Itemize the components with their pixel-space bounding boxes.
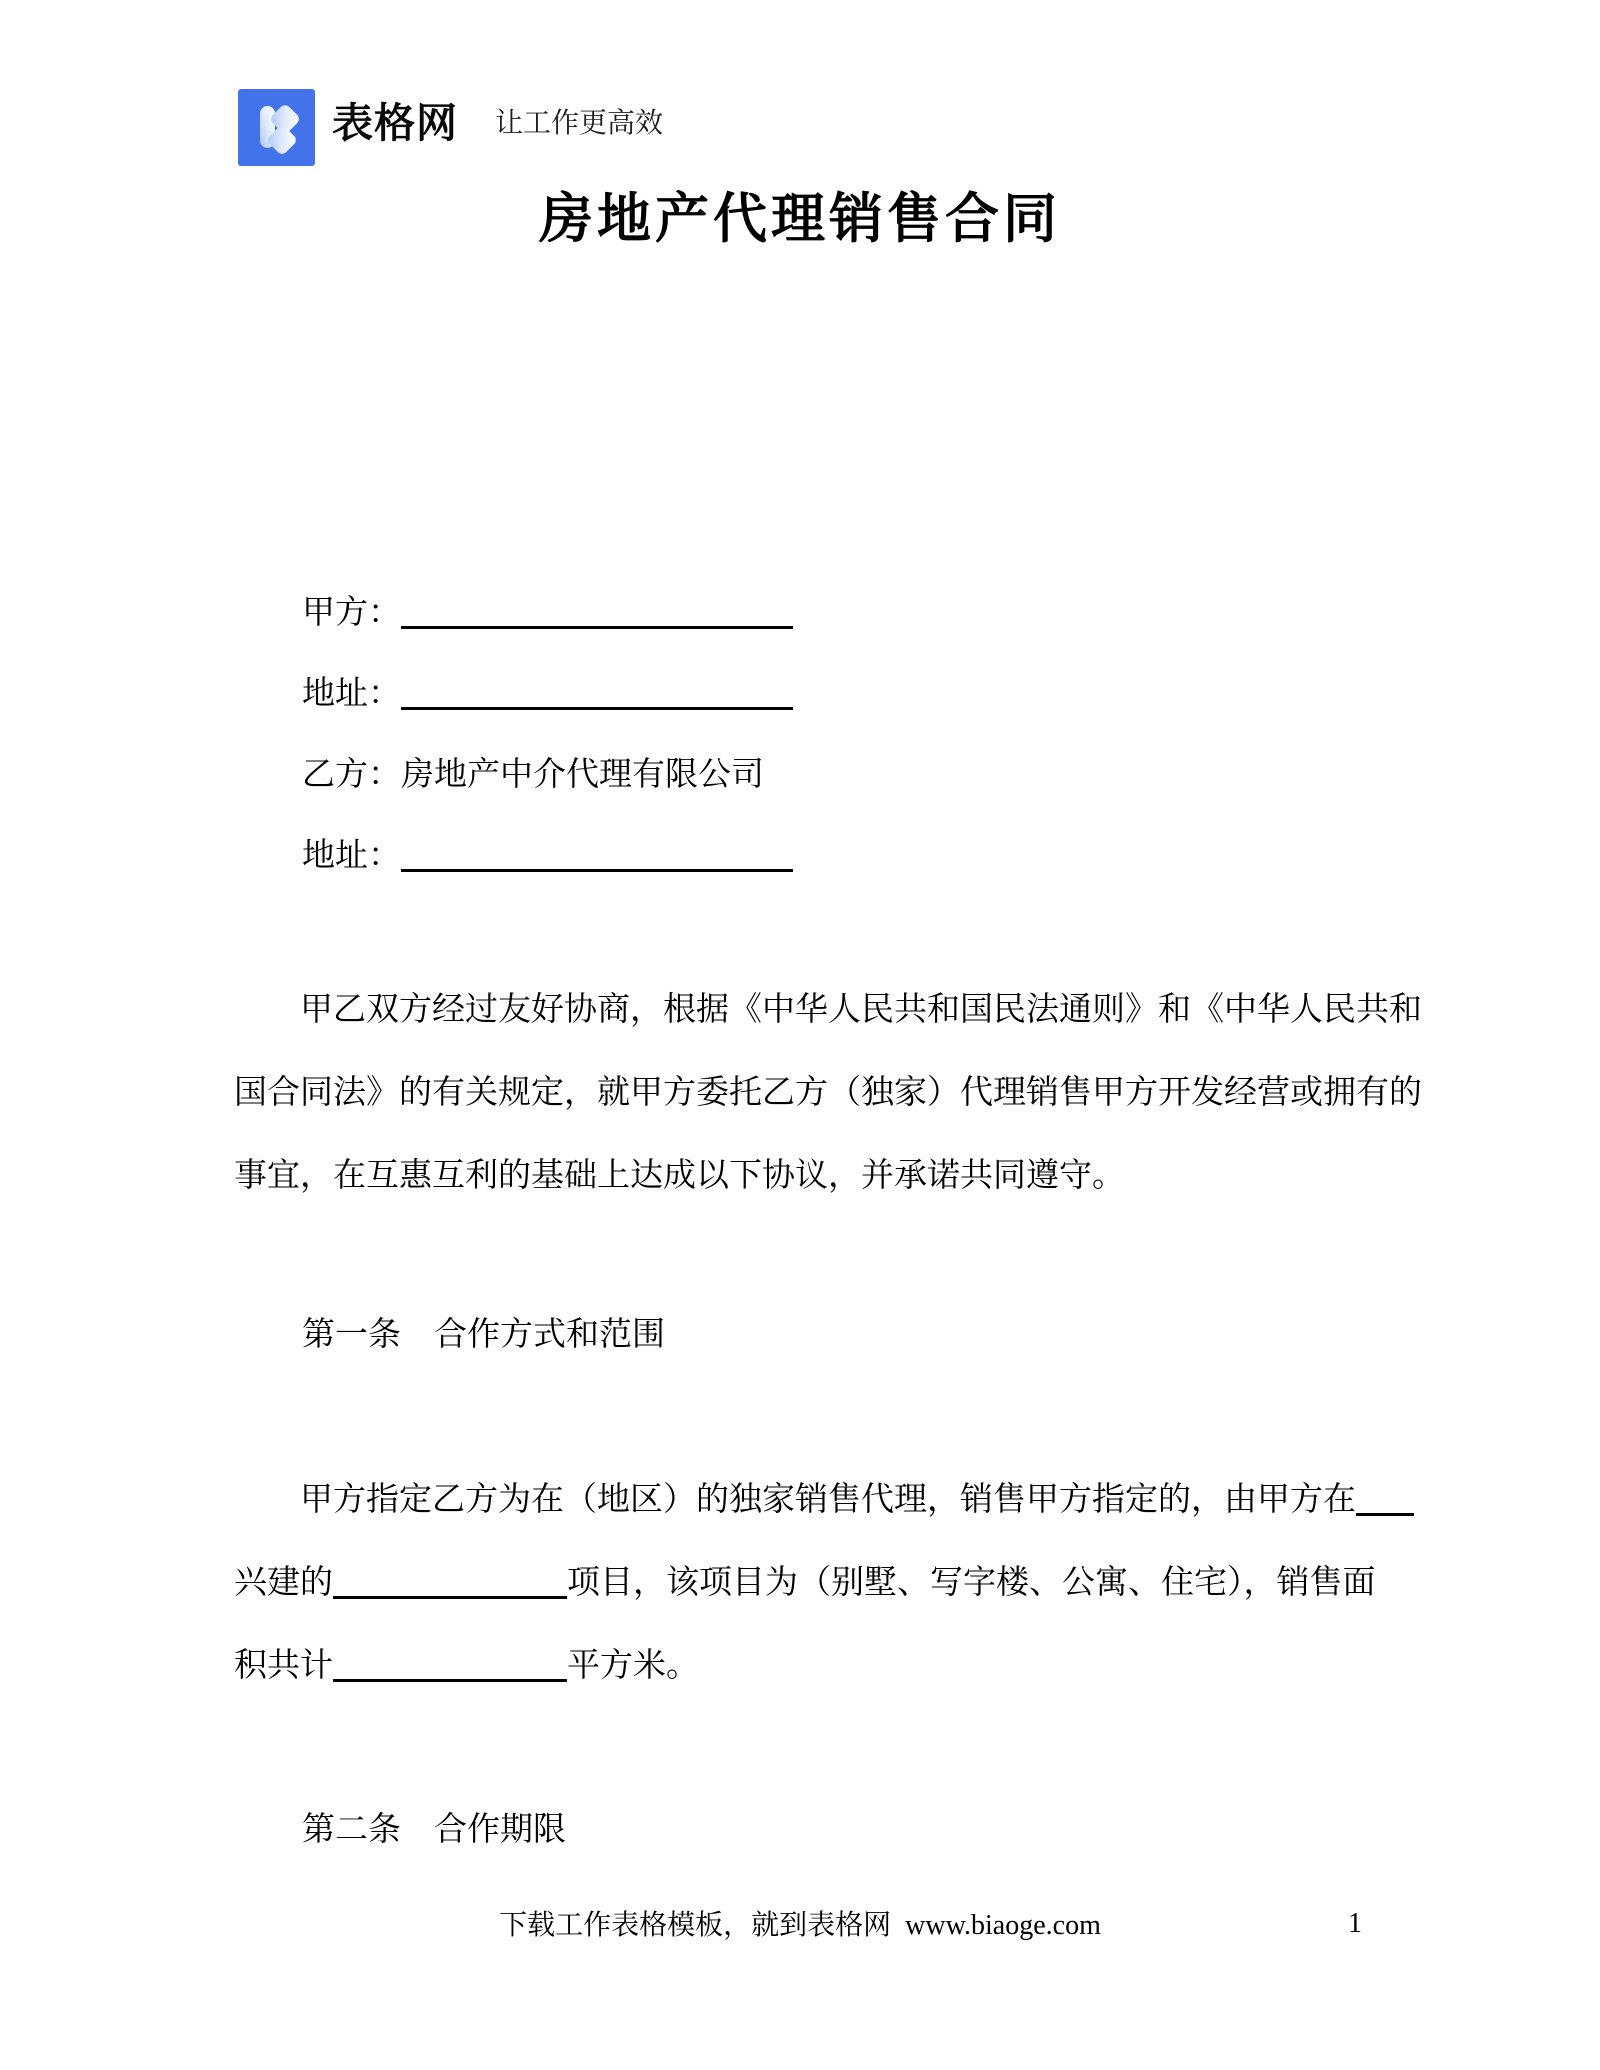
biaoge-logo-icon — [238, 89, 315, 166]
party-label: 甲方： — [302, 595, 401, 631]
text-segment: 项目，该项目为（别墅、写字楼、公寓、住宅），销售面 — [567, 1565, 1376, 1601]
party-label: 地址： — [302, 838, 401, 874]
text-segment: 甲方指定乙方为在（地区）的独家销售代理，销售甲方指定的，由甲方在 — [300, 1482, 1356, 1518]
blank-underline — [333, 1649, 567, 1682]
parties-block — [302, 573, 793, 897]
party-row — [302, 654, 793, 735]
article2-heading: 第二条 合作期限 — [302, 1812, 566, 1848]
party-row — [302, 735, 793, 816]
document-title: 房地产代理销售合同 — [539, 189, 1061, 249]
text-segment: 兴建的 — [234, 1565, 333, 1601]
blank-underline — [401, 839, 793, 872]
article1-heading: 第一条 合作方式和范围 — [302, 1317, 665, 1353]
article1-paragraph — [234, 1459, 1414, 1708]
paragraph-line: 国合同法》的有关规定，就甲方委托乙方（独家）代理销售甲方开发经营或拥有的 — [234, 1075, 1422, 1111]
blank-underline — [333, 1566, 567, 1599]
party-value: 房地产中介代理有限公司 — [401, 757, 764, 793]
paragraph-line: 甲乙双方经过友好协商，根据《中华人民共和国民法通则》和《中华人民共和 — [300, 992, 1422, 1028]
brand-header — [238, 88, 663, 166]
paragraph-line — [234, 1542, 1414, 1625]
brand-name: 表格网 — [332, 99, 458, 146]
paragraph-line: 事宜，在互惠互利的基础上达成以下协议，并承诺共同遵守。 — [234, 1158, 1125, 1194]
party-row — [302, 816, 793, 897]
paragraph-line — [234, 1625, 1414, 1708]
party-label: 地址： — [302, 676, 401, 712]
brand-tagline: 让工作更高效 — [495, 107, 664, 139]
party-label: 乙方： — [302, 757, 401, 793]
text-segment: 平方米。 — [567, 1648, 699, 1684]
page-number: 1 — [1348, 1908, 1362, 1939]
footer-note: 下载工作表格模板，就到表格网 www.biaoge.com — [499, 1910, 1101, 1941]
blank-underline — [401, 596, 793, 629]
party-row — [302, 573, 793, 654]
text-segment: 积共计 — [234, 1648, 333, 1684]
preamble-paragraph — [234, 969, 1422, 1218]
paragraph-line — [234, 1459, 1414, 1542]
blank-underline — [1356, 1483, 1414, 1516]
blank-underline — [401, 677, 793, 710]
